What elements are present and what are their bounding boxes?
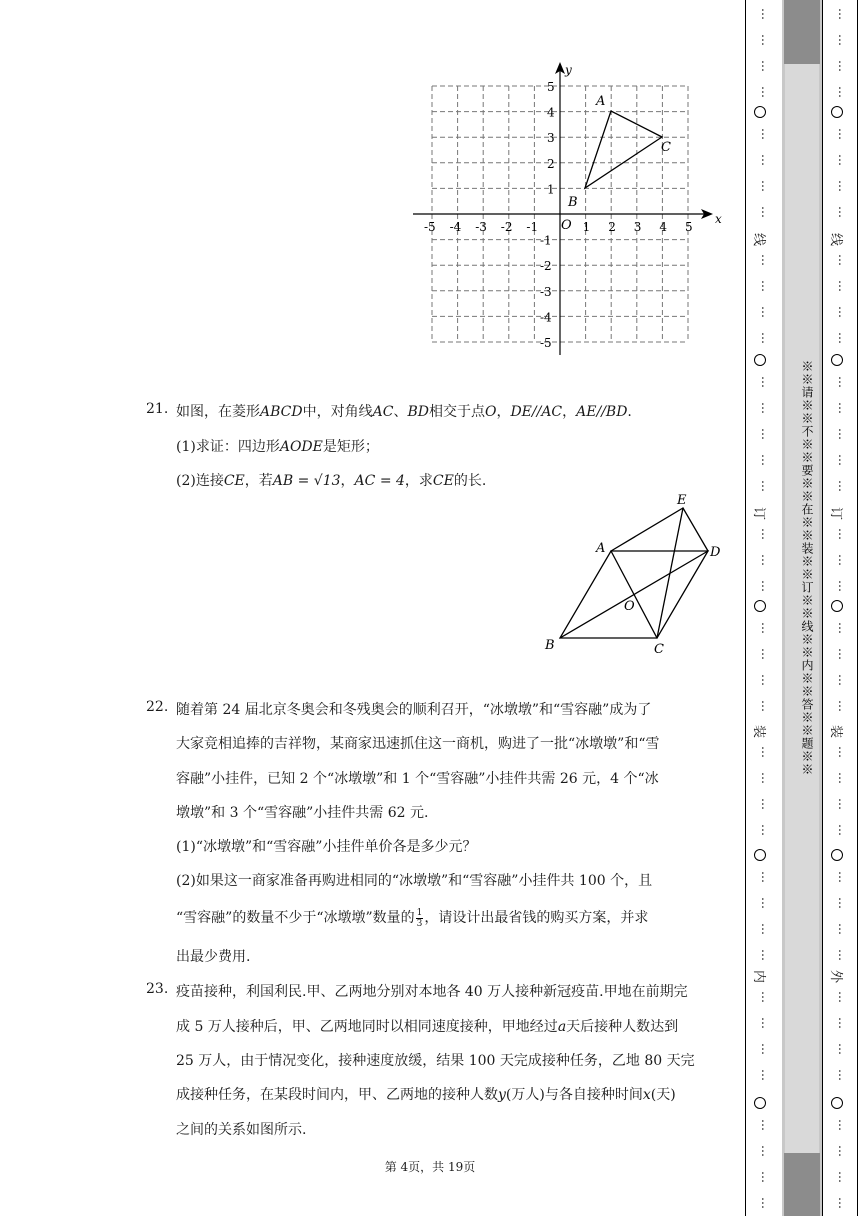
binding-dots: … xyxy=(759,949,773,961)
binding-circle-icon xyxy=(754,354,766,366)
figure-label-o: O xyxy=(624,599,635,614)
binding-dots: … xyxy=(759,402,773,414)
binding-dots: … xyxy=(759,1197,773,1209)
point-c-label: C xyxy=(661,140,671,155)
question-22-line-4: 墩墩”和 3 个“雪容融”小挂件共需 62 元. xyxy=(176,805,429,821)
binding-dots: … xyxy=(836,648,850,660)
binding-circle-icon xyxy=(831,849,843,861)
q21-text: 是矩形； xyxy=(322,439,379,455)
q21-math: AC = 4 xyxy=(354,473,405,489)
origin-label: O xyxy=(561,218,572,233)
binding-dots: … xyxy=(759,1043,773,1055)
q23-text: 成 5 万人接种后，甲、乙两地同时以相同速度接种，甲地经过 xyxy=(176,1019,558,1035)
binding-dots: … xyxy=(836,528,850,540)
q23-math: a xyxy=(557,1019,567,1035)
y-tick-label: 1 xyxy=(547,182,555,197)
figure-label-d: D xyxy=(710,545,721,560)
binding-dots: … xyxy=(759,528,773,540)
q21-text: . xyxy=(627,404,632,420)
q23-text: (万人)与各自接种时间 xyxy=(505,1087,643,1103)
binding-dots: … xyxy=(759,991,773,1003)
binding-dots: … xyxy=(759,746,773,758)
binding-dots: … xyxy=(836,86,850,98)
no-answer-warning: ※※请※※不※※要※※在※※装※※订※※线※※内※※答※※题※※ xyxy=(800,360,814,776)
question-22-part-2: (2)如果这一商家准备再购进相同的“冰墩墩”和“雪容融”小挂件共 100 个，且 xyxy=(176,873,653,889)
fraction-one-third xyxy=(416,908,424,929)
binding-dots: … xyxy=(759,622,773,634)
figure-label-a: A xyxy=(596,541,606,556)
binding-dots: … xyxy=(836,60,850,72)
question-23-line-1: 疫苗接种，利国利民.甲、乙两地分别对本地各 40 万人接种新冠疫苗.甲地在前期完 xyxy=(176,984,688,1000)
binding-circle-icon xyxy=(831,354,843,366)
q23-math: x xyxy=(642,1087,651,1103)
q21-math: AB = √13 xyxy=(272,473,341,489)
binding-dots: … xyxy=(836,554,850,566)
binding-dots: … xyxy=(836,580,850,592)
q21-text: ，求 xyxy=(404,473,433,489)
y-tick-label: -2 xyxy=(540,259,552,274)
q23-text: 成接种任务，在某段时间内，甲、乙两地的接种人数 xyxy=(176,1087,498,1103)
binding-circle-icon xyxy=(754,106,766,118)
binding-dots: … xyxy=(759,428,773,440)
binding-dots: … xyxy=(759,798,773,810)
binding-border-right xyxy=(857,0,858,1216)
q21-text: 相交于点 xyxy=(428,404,485,420)
binding-dots: … xyxy=(759,897,773,909)
question-22-part-1: (1)“冰墩墩”和“雪容融”小挂件单价各是多少元？ xyxy=(176,839,477,855)
binding-dots: … xyxy=(759,86,773,98)
binding-dots: … xyxy=(836,254,850,266)
binding-dots: … xyxy=(759,674,773,686)
binding-dots: … xyxy=(836,1171,850,1183)
diagonal-bd xyxy=(560,551,708,638)
binding-dots: … xyxy=(836,1017,850,1029)
binding-dots: … xyxy=(759,60,773,72)
binding-dots: … xyxy=(759,1069,773,1081)
x-tick-label: -1 xyxy=(526,220,539,234)
x-tick-label: 1 xyxy=(582,220,591,234)
binding-dots: … xyxy=(759,1171,773,1183)
binding-circle-icon xyxy=(831,106,843,118)
binding-label: 线 xyxy=(828,232,844,247)
binding-dots: … xyxy=(759,923,773,935)
figure-label-c: C xyxy=(654,642,664,657)
binding-dots: … xyxy=(836,154,850,166)
q22-text: ，请设计出最省钱的购买方案，并求 xyxy=(424,910,649,926)
binding-dots: … xyxy=(836,34,850,46)
binding-dots: … xyxy=(759,1119,773,1131)
binding-dots: … xyxy=(836,772,850,784)
binding-dots: … xyxy=(836,798,850,810)
q21-text: (2)连接 xyxy=(176,473,224,489)
binding-dots: … xyxy=(759,871,773,883)
binding-dots: … xyxy=(836,332,850,344)
binding-dots: … xyxy=(836,480,850,492)
question-22-line-2: 大家竞相追捧的吉祥物，某商家迅速抓住这一商机，购进了一批“冰墩墩”和“雪 xyxy=(176,736,660,752)
q21-text: 如图，在菱形 xyxy=(176,404,260,420)
binding-dots: … xyxy=(836,454,850,466)
binding-dots: … xyxy=(759,254,773,266)
binding-dark-box-top xyxy=(784,0,820,64)
x-tick-label: -2 xyxy=(500,220,513,234)
q21-text: ， xyxy=(340,473,355,489)
binding-dots: … xyxy=(836,991,850,1003)
binding-label: 线 xyxy=(751,232,767,247)
binding-dots: … xyxy=(836,1043,850,1055)
binding-dots: … xyxy=(759,580,773,592)
binding-label: 装 xyxy=(751,724,767,739)
y-tick-label: -5 xyxy=(540,336,552,350)
binding-dots: … xyxy=(836,376,850,388)
binding-dots: … xyxy=(836,402,850,414)
binding-dots: … xyxy=(759,8,773,20)
binding-dots: … xyxy=(836,897,850,909)
x-tick-label: -3 xyxy=(475,220,487,234)
x-tick-label: 3 xyxy=(633,220,642,234)
question-21-stem xyxy=(176,401,632,421)
binding-dots: … xyxy=(836,1069,850,1081)
q21-math: O xyxy=(484,404,497,420)
q23-text: 天后接种人数达到 xyxy=(566,1019,679,1035)
triangle-abc xyxy=(585,111,662,188)
y-tick-label: 4 xyxy=(547,105,555,120)
q23-math: y xyxy=(498,1087,506,1103)
q21-text: 、 xyxy=(393,404,408,420)
binding-label: 订 xyxy=(828,506,844,521)
x-tick-label: 5 xyxy=(685,220,693,234)
question-23-line-2 xyxy=(176,1016,678,1036)
binding-dots: … xyxy=(836,949,850,961)
question-21-number: 21. xyxy=(146,401,169,417)
binding-circle-icon xyxy=(754,600,766,612)
q21-math: CE xyxy=(432,473,454,489)
binding-dots: … xyxy=(836,871,850,883)
binding-dots: … xyxy=(759,824,773,836)
q21-text: (1)求证：四边形 xyxy=(176,439,280,455)
binding-dots: … xyxy=(836,306,850,318)
q21-math: BD xyxy=(407,404,429,420)
binding-dots: … xyxy=(836,1145,850,1157)
question-23-line-4 xyxy=(176,1084,676,1104)
binding-label: 内 xyxy=(751,969,767,984)
binding-dots: … xyxy=(836,700,850,712)
fraction-denominator: 3 xyxy=(416,918,423,929)
binding-dots: … xyxy=(759,376,773,388)
binding-dots: … xyxy=(759,280,773,292)
binding-circle-icon xyxy=(831,600,843,612)
q21-text: 的长. xyxy=(453,473,487,489)
binding-dots: … xyxy=(759,454,773,466)
q21-text: 中，对角线 xyxy=(302,404,373,420)
question-22-line-7 xyxy=(176,907,648,929)
binding-dots: … xyxy=(836,674,850,686)
binding-border-left xyxy=(745,0,746,1216)
question-22-line-8: 出最少费用. xyxy=(176,949,251,965)
y-tick-label: -3 xyxy=(540,284,552,299)
q21-math: DE//AC xyxy=(510,404,563,420)
binding-dots: … xyxy=(836,1119,850,1131)
binding-label: 订 xyxy=(751,506,767,521)
question-23-number: 23. xyxy=(146,981,169,997)
binding-circle-icon xyxy=(831,1097,843,1109)
binding-label: 外 xyxy=(828,969,844,984)
binding-dots: … xyxy=(759,34,773,46)
segment-de xyxy=(683,508,708,551)
question-23-line-3: 25 万人，由于情况变化，接种速度放缓，结果 100 天完成接种任务，乙地 80 天完 xyxy=(176,1053,695,1069)
point-b-label: B xyxy=(568,195,578,210)
binding-dots: … xyxy=(759,154,773,166)
binding-dots: … xyxy=(759,180,773,192)
binding-border-middle xyxy=(822,0,823,1216)
binding-dots: … xyxy=(759,554,773,566)
fraction-numerator: 1 xyxy=(416,907,423,918)
y-tick-label: 2 xyxy=(547,156,555,171)
segment-ae xyxy=(611,508,683,551)
binding-dots: … xyxy=(836,746,850,758)
binding-dots: … xyxy=(759,306,773,318)
binding-dots: … xyxy=(836,1197,850,1209)
x-tick-label: 4 xyxy=(659,220,668,234)
q21-math: ABCD xyxy=(260,404,303,420)
q21-math: CE xyxy=(223,473,245,489)
point-a-label: A xyxy=(596,94,606,109)
question-23-line-5: 之间的关系如图所示. xyxy=(176,1122,307,1138)
q21-math: AODE xyxy=(279,439,323,455)
question-22-line-3: 容融”小挂件，已知 2 个“冰墩墩”和 1 个“雪容融”小挂件共需 26 元，4 个“冰 xyxy=(176,771,659,787)
binding-dots: … xyxy=(759,1145,773,1157)
binding-dots: … xyxy=(759,648,773,660)
binding-dots: … xyxy=(836,428,850,440)
q21-text: ， xyxy=(496,404,511,420)
binding-dots: … xyxy=(836,128,850,140)
q22-text: “雪容融”的数量不少于“冰墩墩”数量的 xyxy=(176,910,415,926)
binding-dots: … xyxy=(759,1017,773,1029)
y-tick-label: 3 xyxy=(547,131,555,146)
binding-dots: … xyxy=(836,180,850,192)
question-21-part-2 xyxy=(176,470,486,490)
y-tick-label: -1 xyxy=(540,233,552,248)
binding-dots: … xyxy=(759,480,773,492)
binding-label: 装 xyxy=(828,724,844,739)
q21-math: AC xyxy=(372,404,394,420)
binding-dots: … xyxy=(836,206,850,218)
x-tick-label: 2 xyxy=(608,220,616,234)
binding-dots: … xyxy=(759,332,773,344)
question-21-part-1 xyxy=(176,436,379,456)
page-footer: 第 4页，共 19页 xyxy=(384,1160,476,1174)
coordinate-graph xyxy=(405,58,725,363)
binding-dots: … xyxy=(836,8,850,20)
binding-dots: … xyxy=(759,772,773,784)
x-axis-label: x xyxy=(715,212,722,226)
figure-label-b: B xyxy=(545,638,555,653)
binding-circle-icon xyxy=(754,849,766,861)
q21-math: AE//BD xyxy=(576,404,628,420)
y-axis-label: y xyxy=(565,63,572,77)
binding-dots: … xyxy=(836,923,850,935)
binding-dots: … xyxy=(836,622,850,634)
segment-ce xyxy=(657,508,683,638)
q23-text: (天) xyxy=(650,1087,676,1103)
x-tick-label: -4 xyxy=(449,220,462,234)
y-tick-label: 5 xyxy=(547,80,555,94)
binding-dark-box-bottom xyxy=(784,1153,820,1216)
binding-dots: … xyxy=(759,700,773,712)
binding-dots: … xyxy=(836,824,850,836)
question-22-number: 22. xyxy=(146,699,169,715)
question-22-line-1: 随着第 24 届北京冬奥会和冬残奥会的顺利召开，“冰墩墩”和“雪容融”成为了 xyxy=(176,702,652,718)
binding-circle-icon xyxy=(754,1097,766,1109)
binding-dots: … xyxy=(759,128,773,140)
binding-dots: … xyxy=(759,206,773,218)
y-tick-label: -4 xyxy=(540,310,552,325)
x-tick-label: -5 xyxy=(424,220,436,234)
q21-text: ， xyxy=(562,404,577,420)
q21-text: ，若 xyxy=(244,473,273,489)
figure-label-e: E xyxy=(677,493,687,508)
binding-dots: … xyxy=(836,280,850,292)
rhombus-figure xyxy=(540,490,730,660)
